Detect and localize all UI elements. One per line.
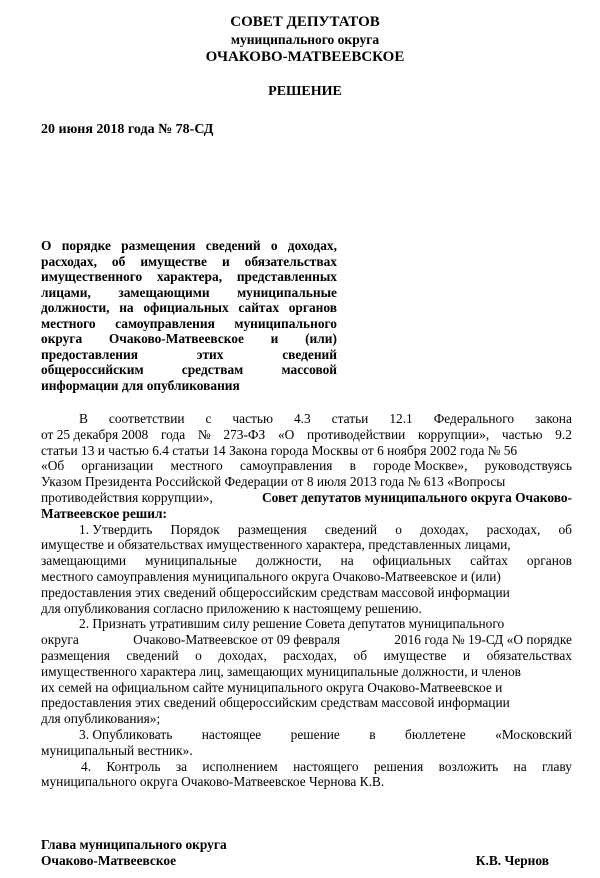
signature-title-line2: Очаково-Матвеевское [41, 853, 177, 868]
preamble-line: противодействия коррупции», Совет депутатов муниципального округа Очаково- [41, 489, 572, 505]
preamble-line: от 25 декабря 2008 года № 273-ФЗ «О противодействии коррупции», частью 9.2 [41, 426, 572, 442]
item3-line: муниципальный вестник». [41, 742, 193, 758]
district-name: ОЧАКОВО-МАТВЕЕВСКОЕ [205, 49, 405, 65]
preamble-line: «Об организации местного самоуправления в городе Москве», руководствуясь [41, 458, 572, 474]
preamble-line: Указом Президента Российской Федерации от 8 июля 2013 года № 613 «Вопросы [41, 474, 506, 490]
item2-line: их семей на официальном сайте муниципального округа Очаково-Матвеевское и [41, 679, 503, 695]
item1-line: имуществе и обязательствах имущественного характера, представленных лицами, [41, 537, 511, 553]
item2-line: 2. Признать утратившим силу решение Совета депутатов муниципального [79, 616, 505, 632]
date-number: 20 июня 2018 года № 78-СД [41, 122, 214, 137]
district-label: муниципального округа [230, 32, 380, 47]
preamble-line: В соответствии с частью 4.3 статьи 12.1 Федерального закона [79, 411, 572, 426]
decision-body [41, 411, 572, 790]
signatory-name: К.В. Чернов [475, 853, 549, 868]
item2-line: для опубликования»; [41, 711, 161, 727]
item2-line: округа Очаково-Матвеевское от 09 февраля 2016 года № 19-СД «О порядке [41, 632, 572, 648]
item4-line: муниципального округа Очаково-Матвеевское Чернова К.В. [41, 774, 385, 790]
item2-line: имущественного характера лиц, замещающих муниципальные должности, и членов [41, 663, 521, 679]
document-type: РЕШЕНИЕ [268, 84, 342, 99]
subject-line: информации для опубликования [41, 377, 240, 393]
subject-line: местного самоуправления муниципального [41, 315, 337, 331]
item2-line: размещения сведений о доходах, расходах, об имуществе и обязательствах [41, 647, 572, 663]
subject-line: предоставления этих сведений [41, 346, 337, 362]
item1-line: 1. Утвердить Порядок размещения сведений о доходах, расходах, об [79, 521, 572, 537]
signature-title-line1: Глава муниципального округа [41, 837, 227, 852]
item1-line: местного самоуправления муниципального округа Очаково-Матвеевское и (или) [41, 568, 501, 584]
item3-line: 3. Опубликовать настоящее решение в бюллетене «Московский [79, 726, 572, 742]
item1-line: предоставления этих сведений общероссийским средствам массовой информации [41, 584, 510, 600]
preamble-line: статьи 13 и частью 6.4 статьи 14 Закона города Москвы от 6 ноября 2002 года № 56 [41, 442, 518, 458]
decision-subject [41, 238, 337, 393]
preamble-conclusion: Матвеевское решил: [41, 505, 167, 521]
subject-line: имущественного характера, представленных [41, 269, 337, 284]
subject-line: общероссийским средствам массовой [41, 362, 337, 377]
subject-line: расходах, об имуществе и обязательствах [41, 253, 337, 269]
subject-line: должности, на официальных сайтах органов [41, 300, 337, 315]
item4-line: 4. Контроль за исполнением настоящего решения возложить на главу [81, 758, 572, 774]
council-title: СОВЕТ ДЕПУТАТОВ [230, 14, 380, 30]
item1-line: для опубликования согласно приложению к настоящему решению. [41, 600, 422, 616]
signature-block [41, 837, 549, 869]
item1-line: замещающими муниципальные должности, на официальных сайтах органов [41, 553, 572, 569]
subject-line: округа Очаково-Матвеевское и (или) [41, 331, 337, 346]
item2-line: предоставления этих сведений общероссийским средствам массовой информации [41, 695, 510, 711]
subject-line: лицами, замещающими муниципальные [41, 284, 337, 300]
subject-line: О порядке размещения сведений о доходах, [41, 238, 337, 253]
